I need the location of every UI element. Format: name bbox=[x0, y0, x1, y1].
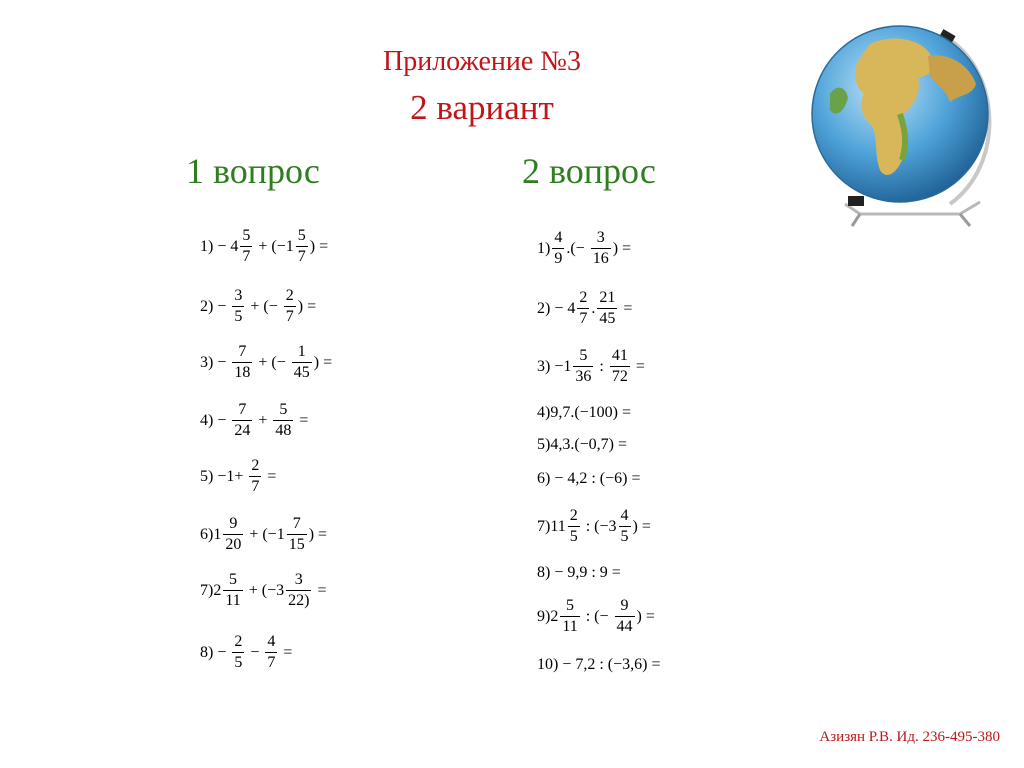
denominator: 72 bbox=[611, 368, 628, 385]
denominator: 5 bbox=[234, 308, 243, 325]
exercise-row bbox=[200, 570, 326, 611]
denominator: 7 bbox=[579, 310, 588, 327]
exercise-text: .(− bbox=[566, 239, 589, 257]
question-1-heading: 1 вопрос bbox=[186, 151, 320, 191]
exercise-text: 1) − 4 bbox=[200, 237, 239, 255]
exercise-text: 7)2 bbox=[200, 581, 222, 599]
numerator: 5 bbox=[566, 597, 575, 614]
denominator: 7 bbox=[267, 654, 276, 671]
exercise-text: 5) −1+ bbox=[200, 467, 248, 485]
fraction bbox=[286, 570, 311, 611]
fraction bbox=[615, 596, 635, 637]
fraction bbox=[232, 400, 252, 441]
exercise-row bbox=[200, 514, 327, 555]
fraction bbox=[591, 228, 611, 269]
exercise-row bbox=[537, 436, 627, 454]
exercise-row bbox=[537, 228, 631, 269]
numerator: 3 bbox=[596, 229, 605, 246]
denominator: 36 bbox=[575, 368, 592, 385]
exercise-row bbox=[537, 470, 641, 488]
exercise-text: ) = bbox=[632, 517, 651, 535]
denominator: 7 bbox=[297, 248, 306, 265]
exercise-text: − bbox=[246, 643, 264, 661]
exercise-text: 1) bbox=[537, 239, 551, 257]
exercise-text: ) = bbox=[309, 237, 329, 255]
denominator: 5 bbox=[569, 528, 578, 545]
variant-title: 2 вариант bbox=[410, 88, 554, 127]
denominator: 9 bbox=[554, 250, 563, 267]
numerator: 5 bbox=[279, 401, 288, 418]
exercise-text: 8) − bbox=[200, 643, 231, 661]
exercise-text: + (−1 bbox=[245, 525, 285, 543]
exercise-text: = bbox=[619, 299, 633, 317]
denominator: 11 bbox=[225, 592, 241, 609]
exercise-row bbox=[537, 404, 631, 422]
fraction bbox=[223, 570, 242, 611]
exercise-text: + bbox=[254, 411, 272, 429]
numerator: 5 bbox=[297, 227, 306, 244]
exercise-text: + (− bbox=[246, 297, 282, 315]
denominator: 16 bbox=[592, 250, 609, 267]
exercise-text: 6) − 4,2 : (−6) = bbox=[537, 470, 641, 487]
fraction bbox=[610, 346, 630, 387]
exercise-text: ) = bbox=[313, 353, 333, 371]
fraction bbox=[249, 456, 261, 497]
denominator: 44 bbox=[616, 618, 633, 635]
denominator: 5 bbox=[234, 654, 243, 671]
exercise-text: 10) − 7,2 : (−3,6) = bbox=[537, 656, 661, 673]
author-footer: Азизян Р.В. Ид. 236-495-380 bbox=[819, 729, 1000, 745]
numerator: 4 bbox=[267, 633, 276, 650]
numerator: 2 bbox=[251, 457, 260, 474]
exercise-text: + (−3 bbox=[244, 581, 285, 599]
fraction bbox=[232, 342, 252, 383]
numerator: 1 bbox=[297, 343, 306, 360]
numerator: 7 bbox=[292, 515, 301, 532]
numerator: 2 bbox=[285, 287, 294, 304]
numerator: 3 bbox=[294, 571, 303, 588]
numerator: 2 bbox=[234, 633, 243, 650]
fraction bbox=[232, 632, 244, 673]
numerator: 5 bbox=[579, 347, 588, 364]
exercise-text: . bbox=[591, 299, 596, 317]
fraction bbox=[240, 226, 252, 267]
exercise-row bbox=[200, 286, 316, 327]
exercise-text: ) = bbox=[308, 525, 328, 543]
exercise-row bbox=[200, 226, 328, 267]
denominator: 24 bbox=[234, 422, 251, 439]
exercise-text: 8) − 9,9 : 9 = bbox=[537, 564, 621, 581]
fraction bbox=[560, 596, 579, 637]
exercise-row bbox=[537, 288, 632, 329]
denominator: 5 bbox=[620, 528, 629, 545]
exercise-text: = bbox=[279, 643, 293, 661]
numerator: 2 bbox=[579, 289, 588, 306]
denominator: 7 bbox=[285, 308, 294, 325]
exercise-text: 4)9,7.(−100) = bbox=[537, 404, 632, 421]
exercise-text: = bbox=[631, 357, 645, 375]
appendix-title: Приложение №3 bbox=[383, 46, 581, 77]
exercise-text: 5)4,3.(−0,7) = bbox=[537, 436, 628, 453]
exercise-text: : bbox=[595, 357, 608, 375]
exercise-text: + (− bbox=[254, 353, 290, 371]
exercise-text: 9)2 bbox=[537, 607, 559, 625]
fraction bbox=[232, 286, 244, 327]
exercise-text: = bbox=[295, 411, 309, 429]
exercise-row bbox=[537, 506, 651, 547]
denominator: 7 bbox=[251, 478, 260, 495]
denominator: 45 bbox=[599, 310, 616, 327]
fraction bbox=[223, 514, 243, 555]
denominator: 15 bbox=[288, 536, 305, 553]
fraction bbox=[573, 346, 593, 387]
exercise-text: ) = bbox=[297, 297, 317, 315]
numerator: 9 bbox=[229, 515, 238, 532]
exercise-text: ) = bbox=[636, 607, 655, 625]
exercise-text: : (−3 bbox=[581, 517, 617, 535]
fraction bbox=[287, 514, 307, 555]
globe-icon bbox=[800, 14, 1010, 234]
numerator: 21 bbox=[599, 289, 616, 306]
fraction bbox=[273, 400, 293, 441]
exercise-text: 3) −1 bbox=[537, 357, 572, 375]
exercise-row bbox=[537, 656, 661, 674]
fraction bbox=[284, 286, 296, 327]
numerator: 7 bbox=[238, 401, 247, 418]
exercise-row bbox=[200, 456, 276, 497]
denominator: 11 bbox=[562, 618, 578, 635]
exercise-text: 4) − bbox=[200, 411, 231, 429]
numerator: 4 bbox=[620, 507, 629, 524]
numerator: 3 bbox=[234, 287, 243, 304]
numerator: 4 bbox=[554, 229, 563, 246]
numerator: 41 bbox=[611, 347, 628, 364]
exercise-text: 2) − bbox=[200, 297, 231, 315]
fraction bbox=[577, 288, 589, 329]
exercise-text: 2) − 4 bbox=[537, 299, 576, 317]
exercise-text: ) = bbox=[612, 239, 632, 257]
fraction bbox=[597, 288, 617, 329]
exercise-text: = bbox=[263, 467, 277, 485]
exercise-row bbox=[200, 400, 308, 441]
denominator: 7 bbox=[242, 248, 251, 265]
denominator: 45 bbox=[293, 364, 310, 381]
exercise-row bbox=[537, 564, 621, 582]
denominator: 48 bbox=[275, 422, 292, 439]
exercise-row bbox=[200, 632, 292, 673]
exercise-text: + (−1 bbox=[254, 237, 294, 255]
exercise-row bbox=[537, 346, 645, 387]
exercise-text: = bbox=[313, 581, 327, 599]
exercise-text: 7)11 bbox=[537, 517, 566, 535]
fraction bbox=[619, 506, 631, 547]
fraction bbox=[265, 632, 277, 673]
question-2-heading: 2 вопрос bbox=[522, 151, 656, 191]
numerator: 7 bbox=[238, 343, 247, 360]
exercise-row bbox=[200, 342, 332, 383]
fraction bbox=[296, 226, 308, 267]
fraction bbox=[292, 342, 312, 383]
numerator: 9 bbox=[620, 597, 629, 614]
exercise-row bbox=[537, 596, 655, 637]
fraction bbox=[552, 228, 564, 269]
denominator: 20 bbox=[225, 536, 242, 553]
fraction bbox=[568, 506, 580, 547]
numerator: 2 bbox=[569, 507, 578, 524]
exercise-text: 6)1 bbox=[200, 525, 222, 543]
denominator: 18 bbox=[234, 364, 251, 381]
exercise-text: : (− bbox=[581, 607, 613, 625]
numerator: 5 bbox=[229, 571, 238, 588]
exercise-text: 3) − bbox=[200, 353, 231, 371]
denominator: 22) bbox=[288, 592, 310, 609]
numerator: 5 bbox=[242, 227, 251, 244]
